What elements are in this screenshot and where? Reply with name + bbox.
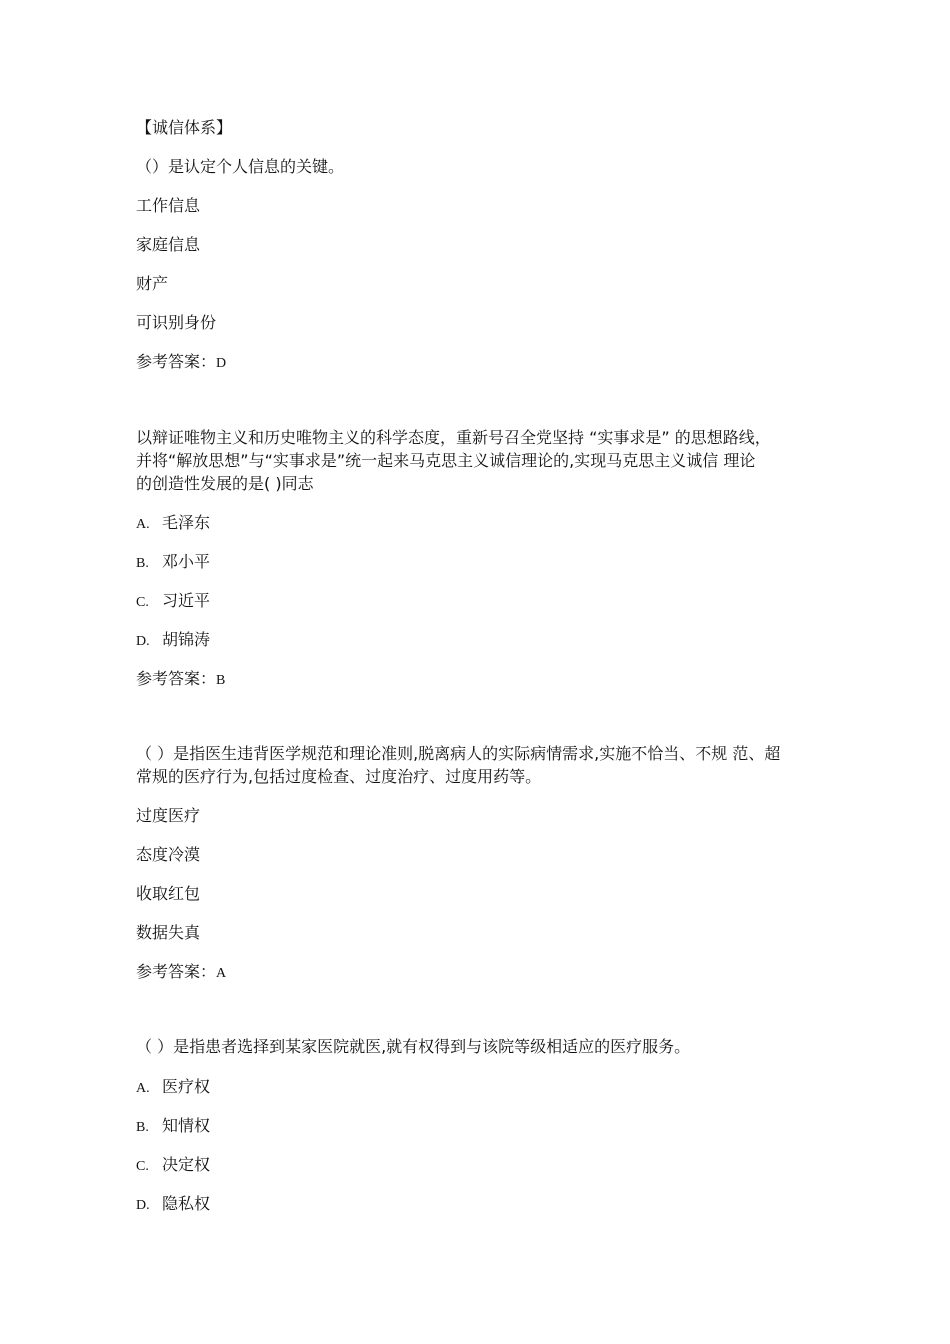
option-letter: A. [136,517,150,532]
option-letter: B. [136,1120,149,1135]
option-letter: D. [136,634,150,649]
question-4-option-b [136,1115,210,1139]
option-text: 知情权 [162,1116,211,1135]
question-4-option-c [136,1154,210,1178]
answer-value: B [216,673,226,688]
question-1-answer [136,351,226,375]
question-3-option-2: 态度冷漠 [136,845,201,864]
question-2-answer [136,668,225,692]
question-3-answer [136,961,226,985]
option-letter: B. [136,556,149,571]
option-text: 习近平 [162,591,211,610]
option-letter: A. [136,1081,150,1096]
question-2-option-a [136,512,210,536]
option-letter: C. [136,595,149,610]
question-1-option-3: 财产 [136,274,169,293]
question-1-option-1: 工作信息 [136,196,201,215]
answer-value: A [216,966,227,981]
question-3-stem-line-2: 常规的医疗行为,包括过度检查、过度治疗、过度用药等。 [136,767,542,786]
option-letter: D. [136,1198,150,1213]
question-3-option-3: 收取红包 [136,884,201,903]
question-2-stem-line-2: 并将“解放思想”与“实事求是”统一起来马克思主义诚信理论的,实现马克思主义诚信 理论 [136,451,756,470]
question-2-stem-line-3: 的创造性发展的是( )同志 [136,474,314,493]
answer-label: 参考答案： [136,669,217,688]
question-2-option-b [136,551,210,575]
option-text: 医疗权 [162,1077,211,1096]
option-text: 毛泽东 [162,513,211,532]
option-text: 邓小平 [162,552,211,571]
question-4-stem: （ ）是指患者选择到某家医院就医,就有权得到与该院等级相适应的医疗服务。 [136,1037,691,1056]
question-1-stem: （）是认定个人信息的关键。 [136,157,345,176]
answer-label: 参考答案： [136,962,217,981]
option-letter: C. [136,1159,149,1174]
question-2-stem-line-1: 以辩证唯物主义和历史唯物主义的科学态度，重新号召全党坚持 “实事求是” 的思想路线， [136,428,771,447]
question-2-option-d [136,629,210,653]
section-title: 【诚信体系】 [136,118,233,137]
answer-label: 参考答案： [136,352,217,371]
question-2-option-c [136,590,210,614]
answer-value: D [216,356,227,371]
question-3-stem-line-1: （ ）是指医生违背医学规范和理论准则,脱离病人的实际病情需求,实施不恰当、不规 范、超 [136,744,781,763]
question-3-option-4: 数据失真 [136,923,201,942]
question-4-option-d [136,1193,210,1217]
question-1-option-2: 家庭信息 [136,235,201,254]
option-text: 隐私权 [162,1194,211,1213]
question-1-option-4: 可识别身份 [136,313,217,332]
option-text: 胡锦涛 [162,630,211,649]
question-4-option-a [136,1076,210,1100]
option-text: 决定权 [162,1155,211,1174]
question-3-option-1: 过度医疗 [136,806,201,825]
